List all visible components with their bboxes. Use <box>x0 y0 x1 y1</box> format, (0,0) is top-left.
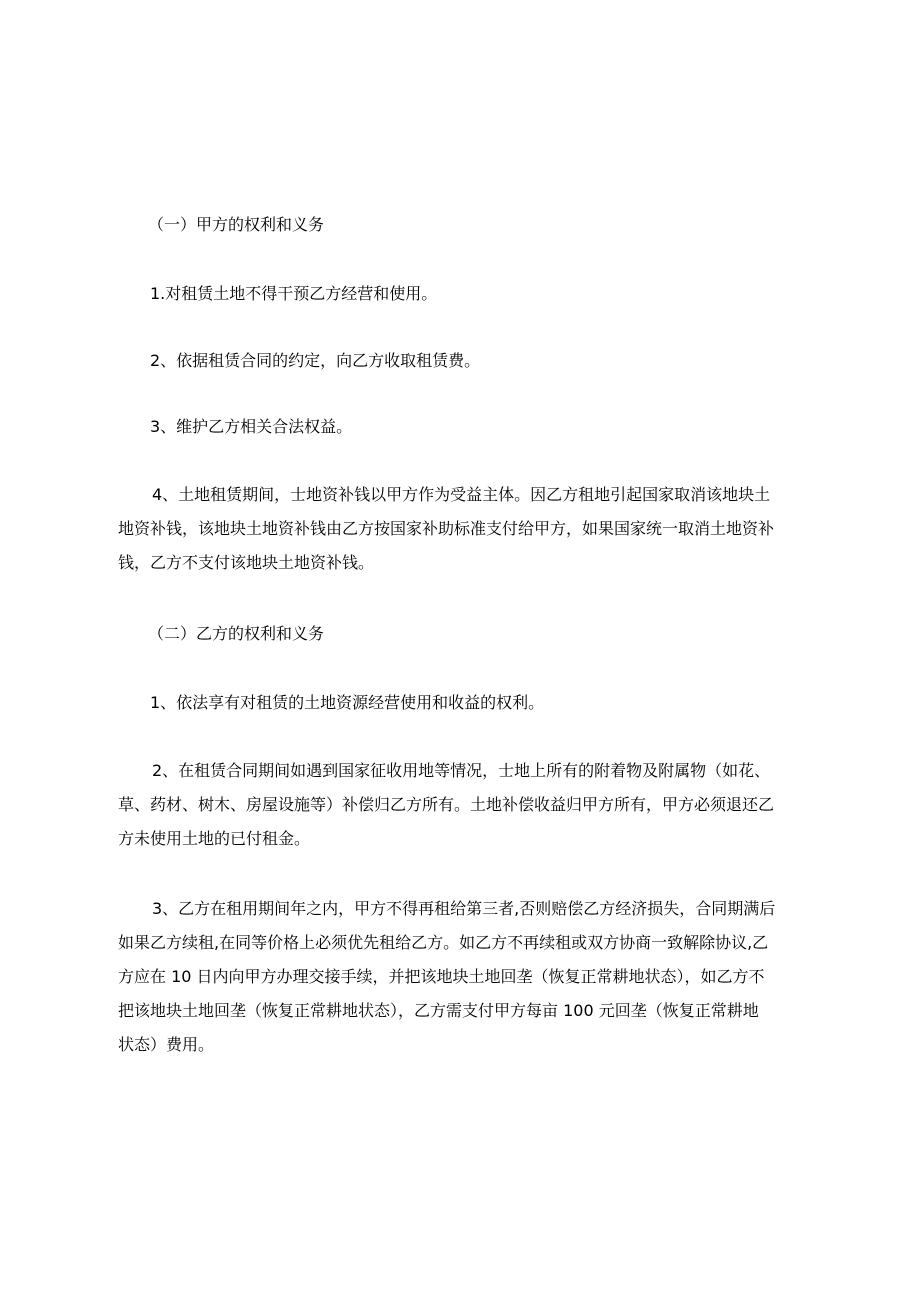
section-one-item-4 <box>118 478 774 580</box>
section-one-item-2: 2、依据租赁合同的约定，向乙方收取租赁费。 <box>150 351 481 370</box>
section-two-item-3-line-1: 3、乙方在租用期间年之内，甲方不得再租给第三者,否则赔偿乙方经济损失，合同期满后 <box>152 899 776 918</box>
section-two-item-2 <box>118 754 774 856</box>
section-two-item-3-line-4: 把该地块土地回垄（恢复正常耕地状态），乙方需支付甲方每亩 100 元回垄（恢复正常耕地 <box>118 1001 759 1020</box>
section-two-item-3-line-2: 如果乙方续租,在同等价格上必须优先租给乙方。如乙方不再续租或双方协商一致解除协议,乙 <box>118 933 769 952</box>
section-two-item-2-line-1: 2、在租赁合同期间如遇到国家征收用地等情况，士地上所有的附着物及附属物（如花、 <box>152 761 771 780</box>
section-one-item-1: 1.对租赁土地不得干预乙方经营和使用。 <box>150 284 438 303</box>
section-two-heading: （二）乙方的权利和义务 <box>148 624 325 643</box>
section-two-item-2-line-3: 方未使用土地的已付租金。 <box>118 829 311 848</box>
section-two-item-1: 1、依法享有对租赁的土地资源经营使用和收益的权利。 <box>150 693 545 712</box>
section-two-item-2-line-2: 草、药材、树木、房屋设施等）补偿归乙方所有。土地补偿收益归甲方所有，甲方必须退还乙 <box>118 795 775 814</box>
section-two-item-3-line-5: 状态）费用。 <box>118 1035 215 1054</box>
section-two-item-3-line-3: 方应在 10 日内向甲方办理交接手续，并把该地块土地回垄（恢复正常耕地状态），如乙方不 <box>118 967 765 986</box>
section-one-item-3: 3、维护乙方相关合法权益。 <box>150 417 353 436</box>
section-one-item-4-line-1: 4、土地租赁期间，士地资补钱以甲方作为受益主体。因乙方租地引起国家取消该地块土 <box>152 485 771 504</box>
section-one-item-4-line-3: 钱，乙方不支付该地块土地资补钱。 <box>118 553 375 572</box>
section-one-item-4-line-2: 地资补钱，该地块土地资补钱由乙方按国家补助标准支付给甲方，如果国家统一取消土地资补 <box>118 519 775 538</box>
section-one-heading: （一）甲方的权利和义务 <box>148 215 325 234</box>
section-two-item-3 <box>118 892 775 1062</box>
